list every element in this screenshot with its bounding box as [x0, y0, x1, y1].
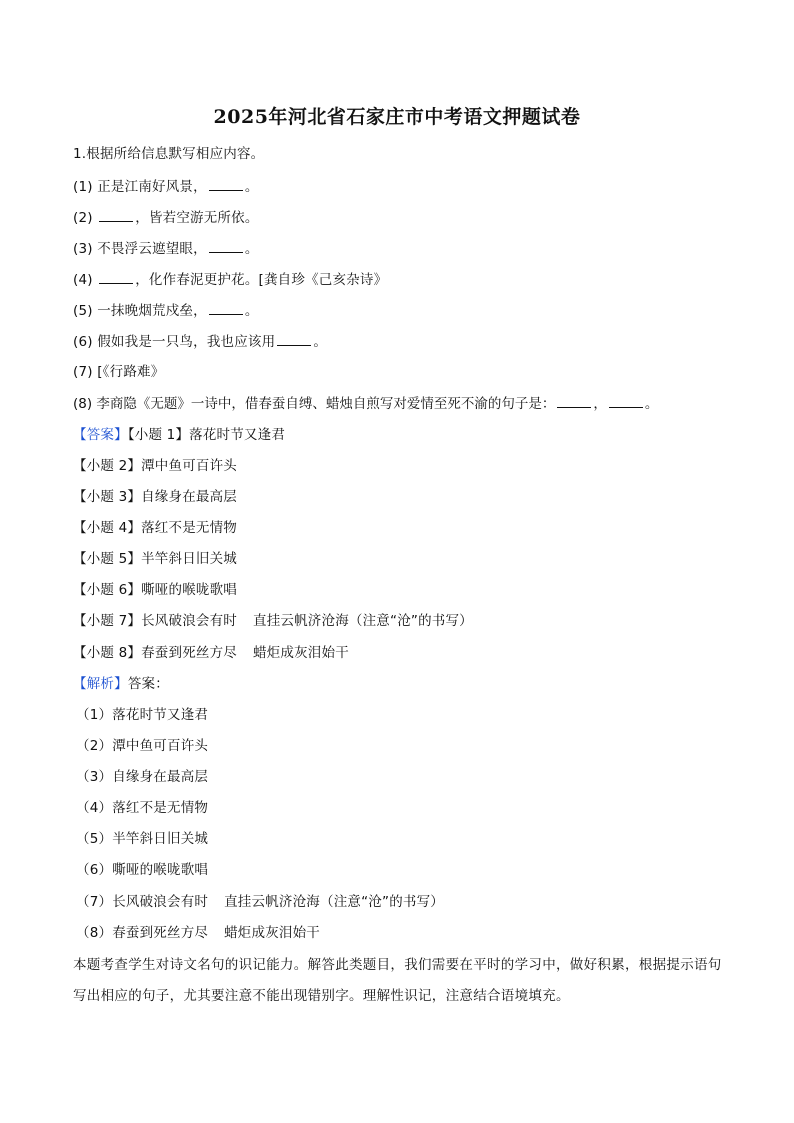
page-title: 2025年河北省石家庄市中考语文押题试卷 [213, 106, 581, 128]
question-stem: 1.根据所给信息默写相应内容。 [73, 146, 265, 162]
analysis-text: 潭中鱼可百许头 [112, 738, 209, 754]
answer-blank [99, 269, 133, 284]
item-text: ， [593, 396, 607, 412]
answer-line-7 [73, 611, 473, 631]
subquestion-label: 【小题 8】 [73, 645, 142, 661]
answer-blank [209, 300, 243, 315]
item-text: (3) 不畏浮云遮望眼， [73, 241, 207, 257]
analysis-text: 落花时节又逢君 [112, 707, 209, 723]
subquestion-label: 【小题 1】 [127, 427, 190, 443]
subquestion-label: 【小题 2】 [73, 458, 142, 474]
analysis-line-1 [76, 705, 208, 725]
item-text: ，化作春泥更护花。[龚自珍《己亥杂诗》 [135, 272, 388, 288]
analysis-line-5 [76, 829, 208, 849]
analysis-line-4 [76, 798, 208, 818]
answer-blank [99, 207, 133, 222]
answer-text: 春蚕到死丝方尽 [141, 645, 237, 661]
analysis-number: （5） [76, 831, 113, 847]
analysis-text: 蜡炬成灰泪始干 [224, 925, 321, 941]
answer-text: 落红不是无情物 [141, 520, 237, 536]
subquestion-label: 【小题 4】 [73, 520, 142, 536]
subquestion-label: 【小题 7】 [73, 613, 142, 629]
item-text: 。 [644, 396, 659, 412]
answer-line-3 [73, 487, 237, 507]
analysis-text: 直挂云帆济沧海（注意“沧”的书写） [224, 894, 444, 910]
answer-tag: 【答案】 [73, 427, 128, 443]
analysis-text: 嘶哑的喉咙歌唱 [112, 862, 209, 878]
question-item-8 [73, 393, 658, 414]
answer-text: 自缘身在最高层 [141, 489, 237, 505]
analysis-number: （8） [76, 925, 113, 941]
answer-text: 直挂云帆济沧海（注意“沧”的书写） [253, 613, 473, 629]
question-item-1 [73, 176, 259, 197]
answer-text: 长风破浪会有时 [141, 613, 237, 629]
question-item-5 [73, 300, 259, 321]
analysis-text: 半竿斜日旧关城 [112, 831, 209, 847]
answer-text: 潭中鱼可百许头 [141, 458, 237, 474]
analysis-explanation: 本题考查学生对诗文名句的识记能力。解答此类题目，我们需要在平时的学习中，做好积累，根据提示语句写出相应的句子，尤其要注意不能出现错别字。理解性识记，注意结合语境填充。 [73, 957, 722, 1004]
item-text: 。 [244, 241, 259, 257]
question-item-4 [73, 269, 387, 290]
answer-line-1 [73, 425, 285, 445]
answer-blank [209, 176, 243, 191]
item-text: (4) [73, 272, 98, 288]
analysis-line-7 [76, 892, 444, 912]
item-text: (2) [73, 210, 98, 226]
analysis-text: 春蚕到死丝方尽 [112, 925, 209, 941]
answer-line-8 [73, 643, 349, 663]
item-text: (8) 李商隐《无题》一诗中，借春蚕自缚、蜡烛自煎写对爱情至死不渝的句子是： [73, 396, 556, 412]
item-text: 。 [244, 179, 259, 195]
answer-blank [557, 393, 591, 408]
analysis-number: （2） [76, 738, 113, 754]
item-text: 。 [244, 303, 259, 319]
analysis-number: （1） [76, 707, 113, 723]
answer-text: 蜡炬成灰泪始干 [253, 645, 349, 661]
answer-line-4 [73, 518, 237, 538]
answer-text: 落花时节又逢君 [189, 427, 286, 443]
analysis-line-3 [76, 767, 208, 787]
analysis-number: （6） [76, 862, 113, 878]
answer-blank [209, 238, 243, 253]
analysis-header [73, 674, 169, 694]
analysis-tag: 【解析】 [73, 676, 128, 692]
analysis-number: （7） [76, 894, 113, 910]
answer-blank [609, 393, 643, 408]
question-item-2 [73, 207, 259, 228]
item-text: (1) 正是江南好风景， [73, 179, 207, 195]
question-item-7: (7) [《行路难》 [73, 364, 165, 380]
answer-line-2 [73, 456, 237, 476]
analysis-text: 落红不是无情物 [112, 800, 209, 816]
item-text: ，皆若空游无所依。 [135, 210, 259, 226]
question-item-6 [73, 331, 327, 352]
analysis-text: 自缘身在最高层 [112, 769, 209, 785]
analysis-line-8 [76, 923, 320, 943]
analysis-text: 长风破浪会有时 [112, 894, 209, 910]
analysis-line-6 [76, 860, 208, 880]
analysis-number: （3） [76, 769, 113, 785]
subquestion-label: 【小题 3】 [73, 489, 142, 505]
subquestion-label: 【小题 6】 [73, 582, 142, 598]
item-text: (5) 一抹晚烟荒戍垒， [73, 303, 207, 319]
answer-line-6 [73, 580, 237, 600]
answer-text: 半竿斜日旧关城 [141, 551, 237, 567]
item-text: (6) 假如我是一只鸟，我也应该用 [73, 334, 276, 350]
answer-line-5 [73, 549, 237, 569]
question-item-3 [73, 238, 259, 259]
answer-text: 嘶哑的喉咙歌唱 [141, 582, 237, 598]
item-text: 。 [313, 334, 328, 350]
analysis-number: （4） [76, 800, 113, 816]
answer-blank [277, 331, 311, 346]
subquestion-label: 【小题 5】 [73, 551, 142, 567]
analysis-intro: 答案： [127, 676, 169, 692]
analysis-line-2 [76, 736, 208, 756]
